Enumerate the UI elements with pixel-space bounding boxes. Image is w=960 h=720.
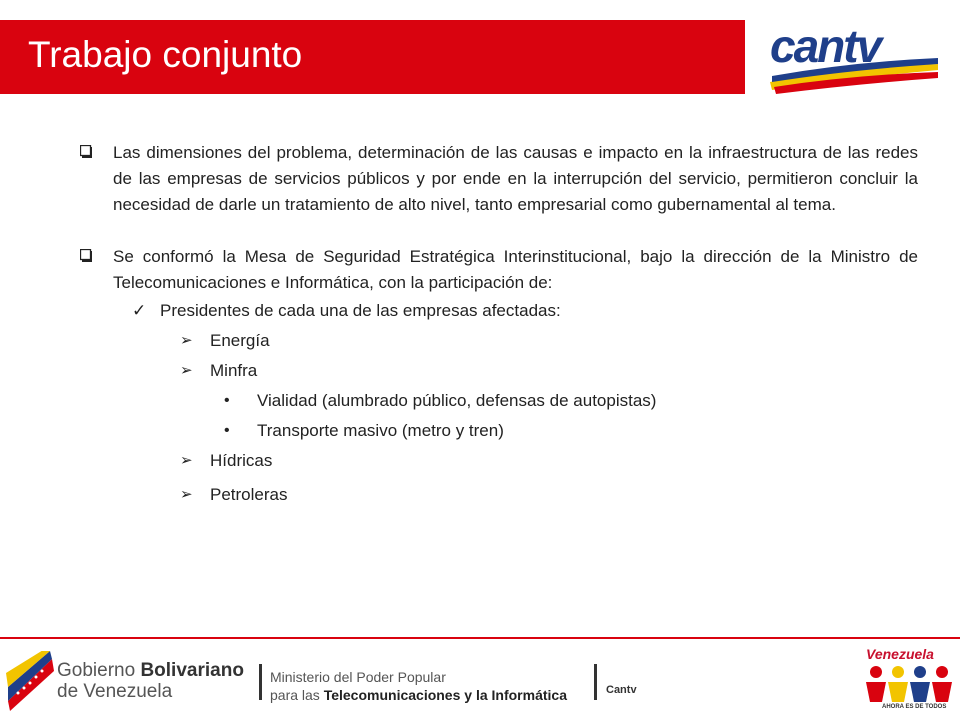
paragraph-1 xyxy=(80,140,918,218)
min-line2-b: Telecomunicaciones y la Informática xyxy=(323,687,567,703)
check-item-text: Presidentes de cada una de las empresas afectadas: xyxy=(160,301,561,320)
square-bullet-icon xyxy=(80,145,93,158)
arrow-bullet-icon: ➢ xyxy=(180,362,193,379)
arrow-item-text: Hídricas xyxy=(210,451,273,470)
min-line2-a: para las xyxy=(270,687,324,703)
gob-line1-a: Gobierno xyxy=(57,660,141,681)
arrow-item-hidricas xyxy=(180,446,918,476)
arrow-item-text: Petroleras xyxy=(210,485,288,504)
paragraph-2 xyxy=(80,244,918,296)
ahora-es-de-todos-text: AHORA ES DE TODOS xyxy=(882,704,947,710)
arrow-item-energia xyxy=(180,326,918,356)
gob-line2: de Venezuela xyxy=(57,681,173,702)
dot-item-text: Transporte masivo (metro y tren) xyxy=(257,421,504,440)
arrow-item-text: Minfra xyxy=(210,361,258,380)
venezuela-flag-icon xyxy=(4,651,56,713)
cantv-logo xyxy=(762,20,942,100)
arrow-item-text: Energía xyxy=(210,331,270,350)
arrow-bullet-icon: ➢ xyxy=(180,332,193,349)
venezuela-text: Venezuela xyxy=(866,646,934,662)
checkmark-icon: ✓ xyxy=(132,301,147,320)
dot-item-transporte xyxy=(224,416,918,446)
ministerio-text xyxy=(270,668,567,704)
arrow-item-minfra xyxy=(180,356,918,386)
gobierno-bolivariano-text xyxy=(57,660,244,702)
slide-title: Trabajo conjunto xyxy=(28,34,303,75)
footer-separator xyxy=(594,664,597,700)
dot-item-vialidad xyxy=(224,386,918,416)
paragraph-2-text: Se conformó la Mesa de Seguridad Estratégica Interinstitucional, bajo la dirección de la Ministro de Telecomunicaciones e Informática, con la participación de: xyxy=(113,247,918,292)
dot-bullet-icon: • xyxy=(224,392,230,409)
square-bullet-icon xyxy=(80,249,93,262)
footer-separator xyxy=(259,664,262,700)
title-bar xyxy=(0,20,745,94)
venezuela-ahora-logo xyxy=(862,646,958,718)
min-line1: Ministerio del Poder Popular xyxy=(270,669,446,685)
dot-bullet-icon: • xyxy=(224,422,230,439)
footer-cantv-text: Cantv xyxy=(606,684,637,696)
slide-content xyxy=(80,140,918,510)
arrow-item-petroleras xyxy=(180,480,918,510)
people-figures-icon xyxy=(864,664,956,704)
check-item xyxy=(132,296,918,326)
dot-item-text: Vialidad (alumbrado público, defensas de autopistas) xyxy=(257,391,657,410)
paragraph-1-text: Las dimensiones del problema, determinación de las causas e impacto en la infraestructura de las redes de las empresas de servicios públicos y por ende en la interrupción del servicio, permitieron concluir la necesidad de darle un tratamiento de alto nivel, tanto empresarial como gubernamental al tema. xyxy=(113,143,918,214)
arrow-bullet-icon: ➢ xyxy=(180,486,193,503)
cantv-logo-text: cantv xyxy=(770,20,881,72)
arrow-bullet-icon: ➢ xyxy=(180,452,193,469)
gob-line1-b: Bolivariano xyxy=(140,660,244,681)
